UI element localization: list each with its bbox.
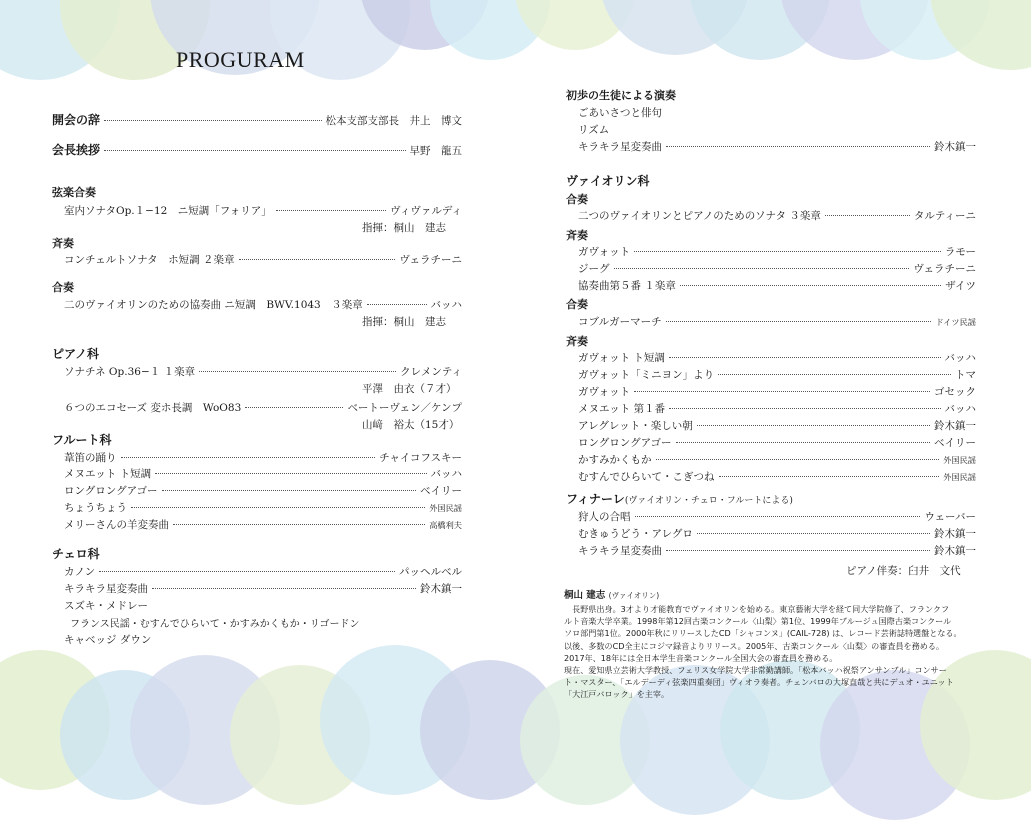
composer: ヴェラチーニ: [913, 263, 976, 275]
piece-title: メヌエット 第１番: [578, 403, 666, 415]
leader-dots: [635, 516, 921, 517]
leader-dots: [680, 285, 941, 286]
leader-dots: [666, 321, 932, 322]
piece-title: アレグレット・楽しい朝: [578, 420, 693, 432]
composer: 外国民謡: [943, 472, 976, 482]
leader-dots: [173, 524, 425, 525]
program-item: [578, 278, 976, 293]
composer: 鈴木鎮一: [934, 420, 976, 432]
strings-heading: 弦楽合奏: [52, 186, 96, 199]
composer: バッハ: [944, 352, 976, 364]
leader-dots: [152, 588, 416, 589]
program-item: [64, 500, 462, 515]
piece-title: メヌエット ト短調: [64, 468, 152, 480]
piece-title: ６つのエコセーズ 変ホ長調 WoO83: [64, 402, 242, 414]
leader-dots: [614, 268, 910, 269]
opening-label: 開会の辞: [52, 113, 101, 127]
piece-title: ガヴォット ト短調: [578, 352, 665, 364]
composer: バッハ: [430, 299, 462, 311]
bio-line: 2017年、18年には全日本学生音楽コンクール全国大会の審査員を務める。: [564, 652, 838, 663]
opening-credit: 松本支部支部長 井上 博文: [325, 115, 462, 127]
program-item: [578, 509, 976, 524]
beginner-line: ごあいさつと俳句: [578, 107, 662, 119]
composer: タルティーニ: [913, 210, 976, 222]
program-item: [64, 581, 462, 596]
composer: ベイリー: [934, 437, 976, 449]
leader-dots: [656, 459, 940, 460]
bio-line: 「大江戸バロック」を主宰。: [564, 689, 670, 700]
bio-line: 現在、愛知県立芸術大学教授、フェリス女学院大学非常勤講師。「松本バッハ祝祭アンサンブル」コンサー: [564, 665, 947, 676]
president-greeting: [52, 141, 462, 158]
cello-medley-detail: フランス民謡・むすんでひらいて・かすみかくもか・リゴードン: [70, 619, 360, 630]
leader-dots: [104, 150, 405, 151]
conductor: 指揮：桐山 建志: [362, 316, 446, 328]
program-item: [578, 139, 976, 154]
composer: 鈴木鎮一: [420, 583, 462, 595]
piece-title: ジーグ: [578, 263, 610, 275]
leader-dots: [666, 146, 930, 147]
conductor: 指揮：桐山 建志: [362, 222, 446, 234]
program-item: [64, 252, 462, 267]
cello-heading: チェロ科: [52, 547, 100, 561]
program-item: [578, 350, 976, 365]
program-item: [64, 450, 462, 465]
piece-title: ソナチネ Op.36−１ １楽章: [64, 366, 196, 378]
program-item: [578, 435, 976, 450]
composer: クレメンティ: [400, 366, 462, 378]
bio-text: [564, 603, 984, 701]
opening-address: [52, 111, 462, 128]
program-item: [64, 297, 462, 312]
piece-title: ガヴォット: [578, 246, 631, 258]
composer: ヴェラチーニ: [399, 254, 462, 266]
performer: 山﨑 裕太（15才）: [362, 419, 460, 431]
bio-role: (ヴァイオリン): [608, 591, 660, 600]
leader-dots: [99, 571, 395, 572]
program-item: [578, 526, 976, 541]
leader-dots: [719, 476, 940, 477]
page-title: PROGURAM: [176, 47, 305, 72]
unison-heading: 斉奏: [566, 335, 588, 348]
piece-title: ガヴォット: [578, 386, 631, 398]
composer: トマ: [955, 369, 976, 381]
composer: 外国民謡: [943, 455, 976, 465]
piece-title: コンチェルトソナタ ホ短調 ２楽章: [64, 254, 235, 266]
bio-line: ルト音楽大学卒業。1998年第12回古楽コンクール〈山梨〉第1位、1999年ブルージュ国際古楽コンクール: [564, 616, 952, 627]
leader-dots: [669, 357, 941, 358]
program-item: [64, 466, 462, 481]
finale-subtitle: (ヴァイオリン・チェロ・フルートによる): [624, 496, 793, 506]
leader-dots: [239, 259, 396, 260]
leader-dots: [825, 215, 910, 216]
leader-dots: [697, 533, 930, 534]
piece-title: 室内ソナタOp.１−12 ニ短調「フォリア」: [64, 205, 272, 217]
leader-dots: [162, 490, 416, 491]
leader-dots: [676, 442, 930, 443]
composer: チャイコフスキー: [379, 452, 462, 464]
piece-title: ちょうちょう: [64, 502, 127, 514]
piece-title: ガヴォット「ミニヨン」より: [578, 369, 715, 381]
piece-title: むすんでひらいて・こぎつね: [578, 471, 715, 483]
composer: ベートーヴェン／ケンプ: [347, 402, 462, 414]
leader-dots: [245, 407, 343, 408]
program-item: [64, 517, 462, 532]
piece-title: 協奏曲第５番 １楽章: [578, 280, 676, 292]
piece-title: キラキラ星変奏曲: [578, 545, 662, 557]
accompanist: ピアノ伴奏：臼井 文代: [846, 565, 961, 577]
program-item: [578, 543, 976, 558]
program-item: [64, 203, 462, 218]
program-item: [64, 564, 462, 579]
leader-dots: [669, 408, 940, 409]
program-item: [64, 400, 462, 415]
leader-dots: [121, 457, 376, 458]
piece-title: 二のヴァイオリンのための協奏曲 ニ短調 BWV.1043 ３楽章: [64, 299, 363, 311]
leader-dots: [367, 304, 427, 305]
beginner-heading: 初歩の生徒による演奏: [566, 89, 676, 102]
leader-dots: [199, 371, 396, 372]
leader-dots: [276, 210, 386, 211]
program-item: [578, 261, 976, 276]
composer: 外国民謡: [429, 503, 462, 513]
leader-dots: [634, 251, 941, 252]
composer: ドイツ民謡: [935, 317, 976, 327]
program-item: [578, 208, 976, 223]
composer: 鈴木鎮一: [934, 141, 976, 153]
bio-heading: [564, 587, 659, 601]
leader-dots: [697, 425, 930, 426]
piece-title: キラキラ星変奏曲: [64, 583, 148, 595]
ensemble-heading: 合奏: [52, 281, 74, 294]
bio-name: 桐山 建志: [564, 590, 606, 601]
greeting-label: 会長挨拶: [52, 143, 101, 157]
piece-title: ロングロングアゴー: [578, 437, 672, 449]
unison-heading: 斉奏: [566, 229, 588, 242]
leader-dots: [131, 507, 425, 508]
piece-title: メリーさんの羊変奏曲: [64, 519, 169, 531]
performer: 平澤 由衣（７才）: [362, 383, 457, 395]
composer: ウェーバー: [924, 511, 976, 523]
program-item: [578, 452, 976, 467]
finale-heading: [566, 490, 793, 507]
beginner-line: リズム: [578, 124, 610, 136]
composer: 鈴木鎮一: [934, 545, 976, 557]
program-item: [578, 314, 976, 329]
piece-title: カノン: [64, 566, 96, 578]
piece-title: キラキラ星変奏曲: [578, 141, 662, 153]
composer: バッハ: [944, 403, 976, 415]
greeting-credit: 早野 龍五: [409, 145, 462, 157]
leader-dots: [634, 391, 930, 392]
finale-title: フィナーレ: [566, 492, 625, 506]
piece-title: むきゅうどう・アレグロ: [578, 528, 693, 540]
ensemble-heading: 合奏: [566, 298, 588, 311]
leader-dots: [155, 473, 426, 474]
piece-title: 狩人の合唱: [578, 511, 631, 523]
composer: ベイリー: [420, 485, 462, 497]
piece-title: ロングロングアゴー: [64, 485, 158, 497]
program-item: [578, 367, 976, 382]
cello-last-piece: キャベッジ ダウン: [64, 634, 152, 646]
composer: パッヘルベル: [399, 566, 462, 578]
composer: バッハ: [430, 468, 462, 480]
program-item: [578, 401, 976, 416]
program-item: [578, 244, 976, 259]
piece-title: コブルガーマーチ: [578, 316, 662, 328]
unison-heading: 斉奏: [52, 237, 74, 250]
ensemble-heading: 合奏: [566, 193, 588, 206]
program-item: [64, 483, 462, 498]
program-item: [578, 469, 976, 484]
composer: 鈴木鎮一: [934, 528, 976, 540]
leader-dots: [718, 374, 951, 375]
piece-title: 葦笛の踊り: [64, 452, 117, 464]
program-item: [578, 418, 976, 433]
composer: ヴィヴァルディ: [390, 205, 462, 217]
piece-title: かすみかくもか: [578, 454, 652, 466]
bio-line: ト・マスター、「エルデーディ弦楽四重奏団」ヴィオラ奏者。チェンバロの大塚直哉と共にデュオ・ユニット: [564, 677, 954, 688]
piano-heading: ピアノ科: [52, 347, 100, 361]
bio-line: 長野県出身。3才より才能教育でヴァイオリンを始める。東京藝術大学を経て同大学院修了、フランクフ: [564, 604, 950, 614]
violin-heading: ヴァイオリン科: [566, 174, 650, 188]
composer: ラモー: [944, 246, 976, 258]
bio-line: 以後、多数のCD全主にコジマ録音よりリリース。2005年、古楽コンクール〈山梨〉の審査員を務める。: [564, 640, 945, 651]
flute-heading: フルート科: [52, 433, 112, 447]
program-item: [578, 384, 976, 399]
bio-line: ソロ部門第1位。2000年秋にリリースしたCD「シャコンヌ」(CAIL-728) は、レコード芸術誌特選盤となる。: [564, 628, 962, 639]
leader-dots: [666, 550, 930, 551]
cello-medley: スズキ・メドレー: [64, 600, 148, 612]
program-item: [64, 364, 462, 379]
leader-dots: [104, 120, 321, 121]
piece-title: 二つのヴァイオリンとピアノのためのソナタ ３楽章: [578, 210, 821, 222]
composer: 高橋利夫: [429, 520, 462, 530]
composer: ザイツ: [945, 280, 976, 292]
composer: ゴセック: [934, 386, 976, 398]
